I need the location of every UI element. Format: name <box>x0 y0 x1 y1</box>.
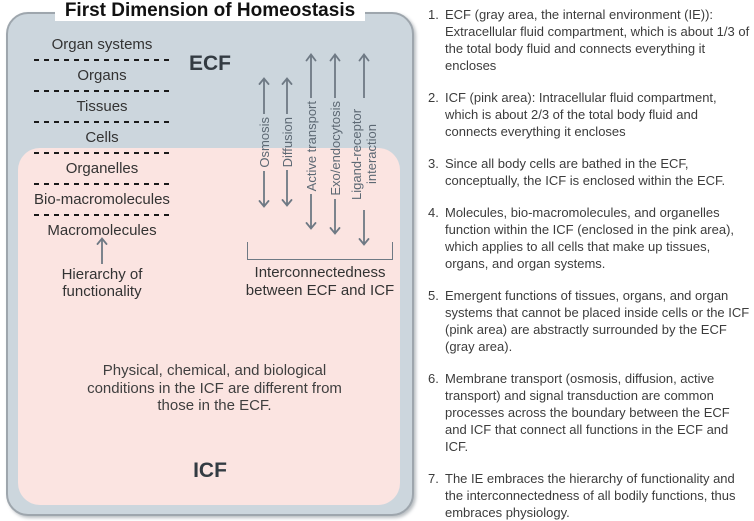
transport-label: Osmosis <box>256 117 272 168</box>
note-item <box>428 89 752 140</box>
transport-column-ligand-receptor <box>338 50 390 249</box>
note-number: 3. <box>428 156 439 171</box>
hierarchy-caption: Hierarchy of functionality <box>61 266 143 300</box>
note-text: Emergent functions of tissues, organs, and organ systems that cannot be placed inside cells or the ICF (pink area) are abstractly surrounded by the ECF (gray area). <box>445 288 750 354</box>
note-item <box>428 6 752 74</box>
icf-label: ICF <box>193 459 227 482</box>
figure-title: First Dimension of Homeostasis <box>6 0 414 22</box>
up-arrow-icon <box>95 234 109 264</box>
transport-label: Ligand-receptor interaction <box>349 108 379 200</box>
hierarchy-level: Organelles <box>65 160 139 177</box>
hierarchy-level: Cells <box>85 129 119 146</box>
hierarchy-level: Organs <box>77 67 127 84</box>
bracket <box>247 242 393 260</box>
note-text: Since all body cells are bathed in the ECF, conceptually, the ICF is enclosed within the ECF. <box>445 156 726 188</box>
note-text: ICF (pink area): Intracellular fluid compartment, which is about 2/3 of the total body fluid and connects everything it encloses <box>445 90 717 139</box>
icf-conditions-note: Physical, chemical, and biological conditions in the ICF are different from those in the ECF. <box>87 362 342 414</box>
notes-panel <box>428 6 752 521</box>
hierarchy-list <box>22 30 182 245</box>
note-item <box>428 204 752 272</box>
transport-label: Exo/endocytosis <box>327 101 343 196</box>
note-text: ECF (gray area, the internal environment (IE)): Extracellular fluid compartment, which is about 1/3 of the total body fluid and connects everything it encloses <box>445 7 750 73</box>
hierarchy-level: Organ systems <box>51 36 153 53</box>
hierarchy-level: Macromolecules <box>47 222 157 239</box>
note-item <box>428 370 752 455</box>
hierarchy-level: Tissues <box>76 98 128 115</box>
note-number: 5. <box>428 288 439 303</box>
transport-label: Active transport <box>303 101 319 192</box>
ecf-panel <box>6 12 414 516</box>
transport-label: Diffusion <box>279 117 295 168</box>
note-number: 7. <box>428 471 439 486</box>
note-item <box>428 155 752 189</box>
note-number: 1. <box>428 7 439 22</box>
up-arrow-icon <box>357 50 371 98</box>
note-item <box>428 470 752 521</box>
note-item <box>428 287 752 355</box>
note-text: Membrane transport (osmosis, diffusion, active transport) and signal transduction are common processes across the boundary between the ECF and ICF that connect all functions in the ECF and ICF. <box>445 371 730 454</box>
interconnectedness-caption: Interconnectedness between ECF and ICF <box>245 264 395 299</box>
note-number: 4. <box>428 205 439 220</box>
note-text: The IE embraces the hierarchy of functionality and the interconnectedness of all bodily functions, thus embraces physiology. <box>445 471 736 520</box>
hierarchy-level: Bio-macromolecules <box>34 191 170 208</box>
note-text: Molecules, bio-macromolecules, and organelles function within the ICF (enclosed in the pink area), which applies to all cells that make up tissues, organs, and organ systems. <box>445 205 735 271</box>
note-number: 6. <box>428 371 439 386</box>
ecf-label: ECF <box>189 52 231 75</box>
note-number: 2. <box>428 90 439 105</box>
